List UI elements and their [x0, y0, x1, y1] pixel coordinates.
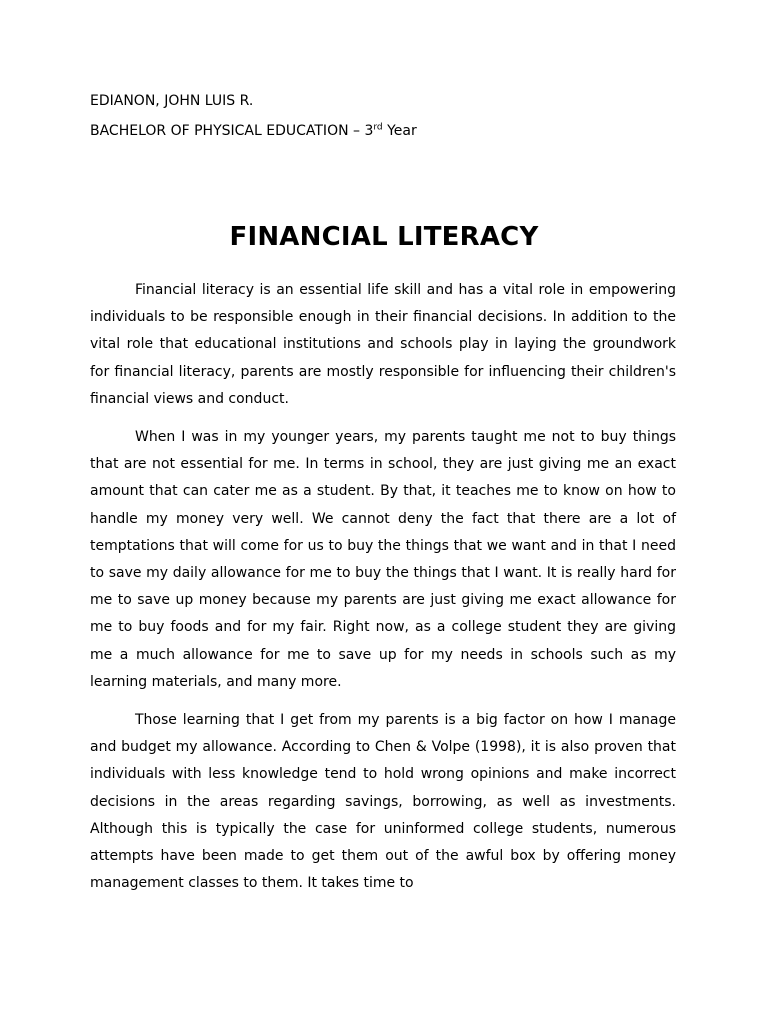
paragraph-2: When I was in my younger years, my parents taught me not to buy things that are not essential for me. In terms in school, they are just giving me an exact amount that can cater me as a student. By that, it teaches me to know on how to handle my money very well. We cannot deny the fact that there are a lot of temptations that will come for us to buy the things that we want and in that I need to save my daily allowance for me to buy the things that I want. It is really hard for me to save up money because my parents are just giving me exact allowance for me to buy foods and for my fair. Right now, as a college student they are giving me a much allowance for me to save up for my needs in schools such as my learning materials, and many more. [90, 429, 676, 690]
program-suffix: Year [382, 123, 417, 139]
paragraph-1: Financial literacy is an essential life skill and has a vital role in empowering individuals to be responsible enough in their financial decisions. In addition to the vital role that educational institutions and schools play in laying the groundwork for financial literacy, parents are mostly responsible for influencing their children's financial views and conduct. [90, 282, 676, 407]
author-name: EDIANON, JOHN LUIS R. [90, 93, 254, 109]
document-body [90, 277, 676, 908]
program-prefix: BACHELOR OF PHYSICAL EDUCATION – 3 [90, 123, 374, 139]
program-line [90, 122, 417, 140]
document-title: FINANCIAL LITERACY [229, 222, 539, 252]
program-ordinal-suffix: rd [373, 122, 383, 133]
paragraph-3: Those learning that I get from my parents is a big factor on how I manage and budget my allowance. According to Chen & Volpe (1998), it is also proven that individuals with less knowledge tend to hold wrong opinions and make incorrect decisions in the areas regarding savings, borrowing, as well as investments. Although this is typically the case for uninformed college students, numerous attempts have been made to get them out of the awful box by offering money management classes to them. It takes time to [90, 712, 676, 892]
